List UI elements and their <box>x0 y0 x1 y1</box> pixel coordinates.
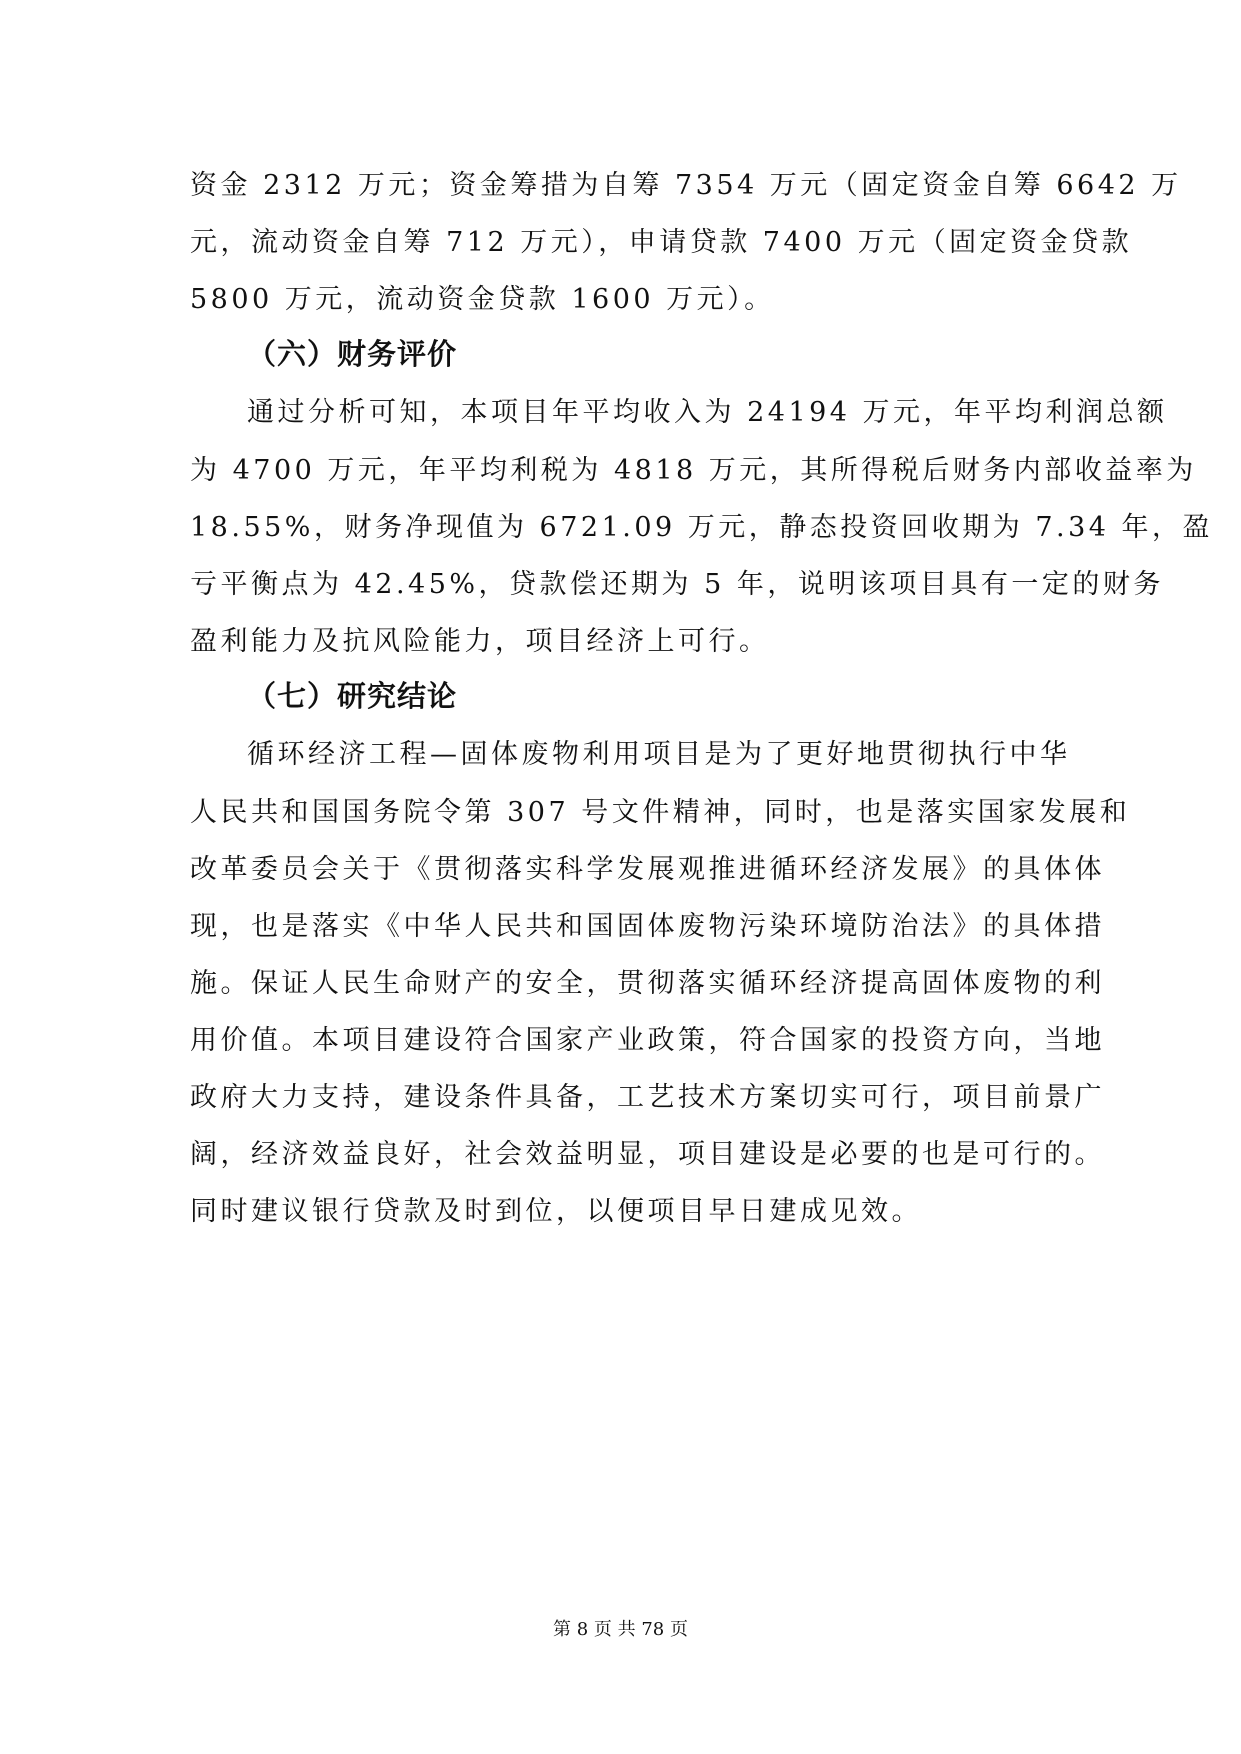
paragraph-line: 为 4700 万元，年平均利税为 4818 万元，其所得税后财务内部收益率为 <box>190 455 1197 486</box>
paragraph-line: 18.55%，财务净现值为 6721.09 万元，静态投资回收期为 7.34 年，盈 <box>190 512 1214 543</box>
paragraph-line: 政府大力支持，建设条件具备，工艺技术方案切实可行，项目前景广 <box>190 1082 1105 1113</box>
paragraph-line: 同时建议银行贷款及时到位，以便项目早日建成见效。 <box>190 1196 922 1227</box>
section-heading-research-conclusion: （七）研究结论 <box>247 679 458 713</box>
section-heading-financial-evaluation: （六）财务评价 <box>247 337 458 371</box>
paragraph-line: 5800 万元，流动资金贷款 1600 万元）。 <box>190 284 775 315</box>
paragraph-line: 改革委员会关于《贯彻落实科学发展观推进循环经济发展》的具体体 <box>190 854 1105 885</box>
paragraph-line: 人民共和国国务院令第 307 号文件精神，同时，也是落实国家发展和 <box>190 797 1131 828</box>
paragraph-line: 盈利能力及抗风险能力，项目经济上可行。 <box>190 626 770 657</box>
paragraph-line: 亏平衡点为 42.45%，贷款偿还期为 5 年，说明该项目具有一定的财务 <box>190 569 1164 600</box>
paragraph-line: 用价值。本项目建设符合国家产业政策，符合国家的投资方向，当地 <box>190 1025 1105 1056</box>
page-number-footer: 第 8 页 共 78 页 <box>553 1619 688 1640</box>
paragraph-line: 阔，经济效益良好，社会效益明显，项目建设是必要的也是可行的。 <box>190 1139 1105 1170</box>
paragraph-line: 资金 2312 万元；资金筹措为自筹 7354 万元（固定资金自筹 6642 万 <box>190 170 1182 201</box>
paragraph-line: 现，也是落实《中华人民共和国固体废物污染环境防治法》的具体措 <box>190 911 1105 942</box>
paragraph-line: 元，流动资金自筹 712 万元），申请贷款 7400 万元（固定资金贷款 <box>190 227 1133 258</box>
paragraph-line: 施。保证人民生命财产的安全，贯彻落实循环经济提高固体废物的利 <box>190 968 1105 999</box>
paragraph-line: 通过分析可知，本项目年平均收入为 24194 万元，年平均利润总额 <box>247 397 1168 428</box>
paragraph-line: 循环经济工程—固体废物利用项目是为了更好地贯彻执行中华 <box>247 739 1071 770</box>
